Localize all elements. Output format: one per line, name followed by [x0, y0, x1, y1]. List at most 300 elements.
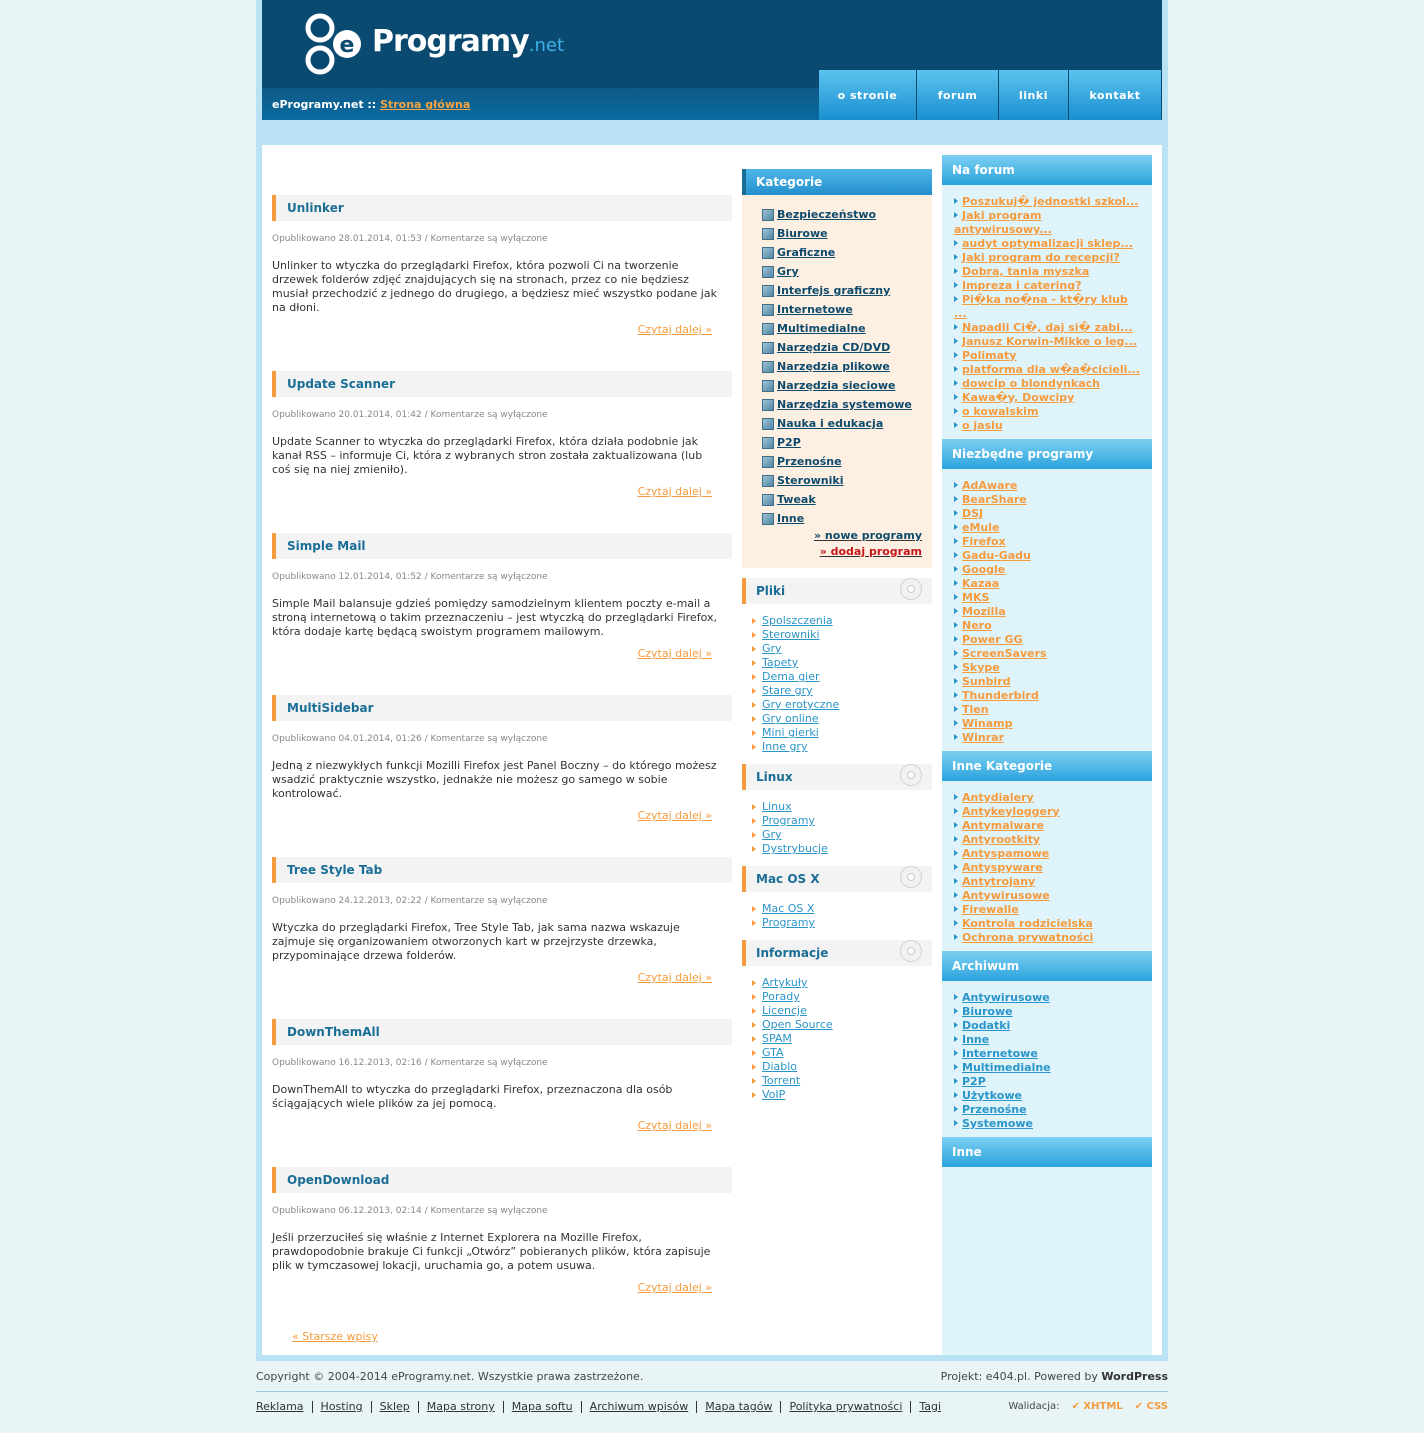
sidebar-item: [954, 1117, 1142, 1131]
section-link[interactable]: Gry online: [762, 712, 819, 725]
sidebar-link[interactable]: Antywirusowe: [962, 889, 1050, 902]
header: [262, 0, 1162, 120]
essential-programs-list: [942, 469, 1152, 751]
bullet-arrow-icon: [752, 1050, 756, 1056]
sidebar-link[interactable]: Antydialery: [962, 791, 1034, 804]
section-link[interactable]: Mac OS X: [762, 902, 815, 915]
post-excerpt: DownThemAll to wtyczka do przeglądarki Firefox, przeznaczona dla osób ściągających wiele plików za jej pomocą.: [272, 1083, 673, 1110]
read-more-link[interactable]: Czytaj dalej »: [637, 323, 712, 336]
sidebar-link[interactable]: Mozilla: [962, 605, 1006, 618]
section-link[interactable]: Spolszczenia: [762, 614, 833, 627]
bullet-arrow-icon: [954, 240, 958, 246]
section-link[interactable]: SPAM: [762, 1032, 792, 1045]
bullet-arrow-icon: [954, 538, 958, 544]
section-item: [752, 814, 932, 828]
bullet-arrow-icon: [954, 580, 958, 586]
sidebar-link[interactable]: platforma dla w�a�cicieli...: [962, 363, 1140, 376]
sidebar-item: [954, 675, 1142, 689]
bullet-arrow-icon: [954, 622, 958, 628]
sidebar-item: [954, 293, 1142, 321]
section-item: [752, 670, 932, 684]
category-link[interactable]: Graficzne: [777, 246, 836, 259]
sidebar-item: [954, 335, 1142, 349]
bullet-arrow-icon: [752, 660, 756, 666]
section-link[interactable]: Programy: [762, 814, 815, 827]
cd-icon: [900, 866, 922, 888]
sidebar-item: [954, 1089, 1142, 1103]
sidebar-link[interactable]: Biurowe: [962, 1005, 1013, 1018]
bullet-arrow-icon: [954, 282, 958, 288]
post-title[interactable]: Update Scanner: [272, 371, 732, 397]
post: [272, 195, 732, 336]
bullet-arrow-icon: [752, 1092, 756, 1098]
bullet-arrow-icon: [752, 920, 756, 926]
sidebar-item: [954, 717, 1142, 731]
sidebar-link[interactable]: Antykeyloggery: [962, 805, 1060, 818]
categories-header: Kategorie: [742, 169, 932, 195]
sidebar-link[interactable]: eMule: [962, 521, 1000, 534]
category-link[interactable]: Inne: [777, 512, 805, 525]
post-meta: Opublikowano 04.01.2014, 01:26 / Komentarze są wyłączone: [272, 734, 548, 744]
section-item: [752, 1088, 932, 1102]
breadcrumb: [272, 98, 470, 111]
section-item: [752, 614, 932, 628]
other-categories-list: [942, 781, 1152, 951]
sidebar-link[interactable]: dowcip o blondynkach: [962, 377, 1100, 390]
section-item: [752, 1018, 932, 1032]
post: [272, 1167, 732, 1294]
sidebar-item: [954, 209, 1142, 237]
category-link[interactable]: Sterowniki: [777, 474, 844, 487]
sidebar-link[interactable]: Thunderbird: [962, 689, 1039, 702]
category-link[interactable]: Interfejs graficzny: [777, 284, 891, 297]
sidebar-link[interactable]: Antyspamowe: [962, 847, 1050, 860]
post-title[interactable]: DownThemAll: [272, 1019, 732, 1045]
book-icon: [762, 323, 774, 335]
section-link[interactable]: Inne gry: [762, 740, 808, 753]
read-more-link[interactable]: Czytaj dalej »: [637, 1281, 712, 1294]
book-icon: [762, 266, 774, 278]
book-icon: [762, 209, 774, 221]
categories-list: [762, 205, 922, 528]
post-title[interactable]: Unlinker: [272, 195, 732, 221]
sidebar-link[interactable]: Gadu-Gadu: [962, 549, 1031, 562]
section-header: [742, 764, 932, 790]
section-link[interactable]: Gry: [762, 642, 782, 655]
sidebar-link[interactable]: Użytkowe: [962, 1089, 1022, 1102]
bullet-arrow-icon: [954, 864, 958, 870]
sidebar-item: [954, 251, 1142, 265]
categories-box: [742, 195, 932, 568]
sidebar-item: [954, 889, 1142, 903]
category-link[interactable]: Narzędzia CD/DVD: [777, 341, 891, 354]
sidebar-link[interactable]: Skype: [962, 661, 1000, 674]
read-more-link[interactable]: Czytaj dalej »: [637, 809, 712, 822]
post: [272, 857, 732, 984]
bullet-arrow-icon: [954, 1064, 958, 1070]
post-title[interactable]: MultiSidebar: [272, 695, 732, 721]
sidebar-link[interactable]: Polimaty: [962, 349, 1017, 362]
read-more-link[interactable]: Czytaj dalej »: [637, 1119, 712, 1132]
section-item: [752, 828, 932, 842]
section-link[interactable]: Dema gier: [762, 670, 820, 683]
wordpress-link[interactable]: WordPress: [1101, 1370, 1168, 1383]
other-header: Inne: [942, 1137, 1152, 1167]
sidebar-link[interactable]: o kowalskim: [962, 405, 1039, 418]
bullet-arrow-icon: [752, 1022, 756, 1028]
section-link[interactable]: Dystrybucje: [762, 842, 828, 855]
sidebar-link[interactable]: Nero: [962, 619, 992, 632]
xhtml-valid-link[interactable]: ✔ XHTML: [1071, 1401, 1123, 1412]
category-link[interactable]: Internetowe: [777, 303, 853, 316]
sidebar-item: [954, 405, 1142, 419]
category-link[interactable]: Narzędzia systemowe: [777, 398, 912, 411]
sidebar-item: [954, 819, 1142, 833]
sidebar-item: [954, 633, 1142, 647]
sidebar-link[interactable]: MKS: [962, 591, 990, 604]
book-icon: [762, 247, 774, 259]
sidebar-item: [954, 931, 1142, 945]
section-link[interactable]: GTA: [762, 1046, 784, 1059]
essential-programs-header: Niezbędne programy: [942, 439, 1152, 469]
read-more-link[interactable]: Czytaj dalej »: [637, 485, 712, 498]
category-link[interactable]: Tweak: [777, 493, 816, 506]
bullet-arrow-icon: [954, 254, 958, 260]
sidebar-link[interactable]: Google: [962, 563, 1006, 576]
bullet-arrow-icon: [752, 674, 756, 680]
bullet-arrow-icon: [954, 636, 958, 642]
bullet-arrow-icon: [954, 496, 958, 502]
bullet-arrow-icon: [954, 268, 958, 274]
book-icon: [762, 513, 774, 525]
sidebar-link[interactable]: AdAware: [962, 479, 1018, 492]
copyright-text: Copyright © 2004-2014 eProgramy.net. Wszystkie prawa zastrzeżone.: [256, 1370, 644, 1383]
sidebar-item: [954, 195, 1142, 209]
bullet-arrow-icon: [752, 804, 756, 810]
section-item: [752, 1074, 932, 1088]
footer-link[interactable]: Polityka prywatności: [781, 1401, 911, 1413]
sidebar-link[interactable]: Impreza i catering?: [962, 279, 1082, 292]
section-link[interactable]: Tapety: [762, 656, 799, 669]
sidebar-item: [954, 507, 1142, 521]
category-link[interactable]: Biurowe: [777, 227, 828, 240]
sidebar-link[interactable]: Jaki program do recepcji?: [962, 251, 1120, 264]
book-icon: [762, 437, 774, 449]
bullet-arrow-icon: [752, 1064, 756, 1070]
section-list: [742, 790, 932, 856]
post-meta: Opublikowano 06.12.2013, 02:14 / Komentarze są wyłączone: [272, 1206, 548, 1216]
sidebar-link[interactable]: Winamp: [962, 717, 1013, 730]
bullet-arrow-icon: [752, 1036, 756, 1042]
bullet-arrow-icon: [954, 878, 958, 884]
post-excerpt: Jedną z niezwykłych funkcji Mozilli Firefox jest Panel Boczny – do którego możesz wsadzić praktycznie wszystko, jednakże nie możesz go samego w sobie kontrolować.: [272, 759, 717, 800]
footer-link[interactable]: Tagi: [919, 1400, 942, 1413]
nav-o-stronie[interactable]: o stronie: [819, 70, 917, 120]
bullet-arrow-icon: [954, 524, 958, 530]
bullet-arrow-icon: [954, 664, 958, 670]
sidebar-link[interactable]: Janusz Korwin-Mikke o leg...: [962, 335, 1137, 348]
sidebar-item: [954, 903, 1142, 917]
bullet-arrow-icon: [752, 980, 756, 986]
section-link[interactable]: Diablo: [762, 1060, 798, 1073]
section-item: [752, 976, 932, 990]
sidebar-link[interactable]: Kawa�y, Dowcipy: [962, 391, 1075, 404]
section-link[interactable]: Gry: [762, 828, 782, 841]
section-link[interactable]: Sterowniki: [762, 628, 820, 641]
footer-link[interactable]: Sklep: [372, 1401, 419, 1413]
category-link[interactable]: Gry: [777, 265, 799, 278]
post-title[interactable]: Tree Style Tab: [272, 857, 732, 883]
post-excerpt: Unlinker to wtyczka do przeglądarki Firefox, która pozwoli Ci na tworzenie drzewek folderów zdjęć znajdujących się na stronach, przez co nie będziesz musiał przechodzić z jednego do drugiego, a będziesz mieć wszystko podane jak na dłoni.: [272, 259, 717, 314]
bullet-arrow-icon: [954, 552, 958, 558]
section-item: [752, 800, 932, 814]
read-more-link[interactable]: Czytaj dalej »: [637, 647, 712, 660]
category-item: [762, 224, 922, 243]
section-link[interactable]: Gry erotyczne: [762, 698, 840, 711]
section-title: Linux: [756, 770, 793, 784]
bullet-arrow-icon: [954, 678, 958, 684]
sidebar-item: [954, 563, 1142, 577]
section-header: [742, 866, 932, 892]
section-item: [752, 698, 932, 712]
sidebar-link[interactable]: BearShare: [962, 493, 1027, 506]
sidebar-item: [954, 349, 1142, 363]
sidebar-link[interactable]: ScreenSavers: [962, 647, 1047, 660]
sidebar-item: [954, 1033, 1142, 1047]
footer-divider: [256, 1391, 1168, 1392]
sidebar-link[interactable]: Przenośne: [962, 1103, 1027, 1116]
sidebar-link[interactable]: Napadli Ci�, daj si� zabi...: [962, 321, 1133, 334]
section-link[interactable]: Torrent: [762, 1074, 801, 1087]
sidebar-link[interactable]: Internetowe: [962, 1047, 1038, 1060]
category-link[interactable]: Przenośne: [777, 455, 842, 468]
section-link[interactable]: Mini gierki: [762, 726, 819, 739]
category-item: [762, 338, 922, 357]
category-item: [762, 414, 922, 433]
footer: [256, 1361, 1168, 1433]
category-item: [762, 395, 922, 414]
nav-linki[interactable]: linki: [999, 70, 1069, 120]
sidebar-item: [954, 619, 1142, 633]
breadcrumb-home-link[interactable]: Strona główna: [380, 98, 471, 111]
category-link[interactable]: Multimedialne: [777, 322, 866, 335]
section-list: [742, 604, 932, 754]
section-item: [752, 712, 932, 726]
sidebar-link[interactable]: Poszukuj� jednostki szkol...: [962, 195, 1139, 208]
section-link[interactable]: Stare gry: [762, 684, 813, 697]
post-title[interactable]: OpenDownload: [272, 1167, 732, 1193]
section-link[interactable]: Linux: [762, 800, 792, 813]
footer-link[interactable]: Reklama: [256, 1401, 313, 1413]
category-link[interactable]: P2P: [777, 436, 801, 449]
forum-list: [942, 185, 1152, 439]
post-meta: Opublikowano 20.01.2014, 01:42 / Komentarze są wyłączone: [272, 410, 548, 420]
section-link[interactable]: Porady: [762, 990, 800, 1003]
book-icon: [762, 342, 774, 354]
sidebar-item: [954, 479, 1142, 493]
bullet-arrow-icon: [954, 692, 958, 698]
section-item: [752, 1032, 932, 1046]
post: [272, 371, 732, 498]
sidebar-link[interactable]: Dodatki: [962, 1019, 1011, 1032]
category-link[interactable]: Narzędzia plikowe: [777, 360, 890, 373]
bullet-arrow-icon: [954, 706, 958, 712]
section-link[interactable]: Programy: [762, 916, 815, 929]
sidebar-link[interactable]: Sunbird: [962, 675, 1011, 688]
book-icon: [762, 494, 774, 506]
post: [272, 695, 732, 822]
bullet-arrow-icon: [954, 594, 958, 600]
bullet-arrow-icon: [954, 892, 958, 898]
sidebar-link[interactable]: Pi�ka no�na - kt�ry klub ...: [954, 293, 1128, 320]
sidebar-link[interactable]: Ochrona prywatności: [962, 931, 1094, 944]
section-item: [752, 990, 932, 1004]
footer-link[interactable]: Mapa strony: [419, 1401, 504, 1413]
section-header: [742, 578, 932, 604]
sidebar-link[interactable]: Antyspyware: [962, 861, 1043, 874]
bullet-arrow-icon: [752, 846, 756, 852]
sidebar-link[interactable]: Firewalle: [962, 903, 1019, 916]
sidebar-link[interactable]: o jasiu: [962, 419, 1003, 432]
category-link[interactable]: Narzędzia sieciowe: [777, 379, 896, 392]
post-title[interactable]: Simple Mail: [272, 533, 732, 559]
category-item: [762, 300, 922, 319]
bullet-arrow-icon: [752, 688, 756, 694]
bullet-arrow-icon: [954, 338, 958, 344]
cd-icon: [900, 578, 922, 600]
category-item: [762, 243, 922, 262]
book-icon: [762, 228, 774, 240]
section-link[interactable]: Artykuły: [762, 976, 808, 989]
section-link[interactable]: VoIP: [762, 1088, 786, 1101]
section-item: [752, 1046, 932, 1060]
nav-kontakt[interactable]: kontakt: [1069, 70, 1162, 120]
section-link[interactable]: Licencje: [762, 1004, 807, 1017]
sidebar-item: [954, 535, 1142, 549]
sidebar-item: [954, 521, 1142, 535]
sidebar-item: [954, 833, 1142, 847]
section-link[interactable]: Open Source: [762, 1018, 833, 1031]
category-link[interactable]: Bezpieczeństwo: [777, 208, 877, 221]
new-programs-link[interactable]: » nowe programy: [814, 529, 922, 542]
logo-text: Programy.net: [372, 24, 564, 59]
category-link[interactable]: Nauka i edukacja: [777, 417, 884, 430]
sidebar-item: [954, 605, 1142, 619]
nav-forum[interactable]: forum: [917, 70, 999, 120]
book-icon: [762, 304, 774, 316]
bullet-arrow-icon: [954, 1078, 958, 1084]
bullet-arrow-icon: [954, 352, 958, 358]
bullet-arrow-icon: [954, 994, 958, 1000]
bullet-arrow-icon: [752, 646, 756, 652]
footer-link[interactable]: Mapa tagów: [697, 1401, 781, 1413]
middle-sidebar: [742, 169, 932, 1102]
sidebar-item: [954, 549, 1142, 563]
category-item: [762, 509, 922, 528]
older-posts-link[interactable]: « Starsze wpisy: [292, 1330, 378, 1343]
sidebar-item: [954, 1075, 1142, 1089]
bullet-arrow-icon: [752, 906, 756, 912]
category-item: [762, 433, 922, 452]
bullet-arrow-icon: [752, 744, 756, 750]
project-credit-text: Projekt: e404.pl. Powered by: [940, 1370, 1098, 1383]
bullet-arrow-icon: [954, 1022, 958, 1028]
sidebar-link[interactable]: audyt optymalizacji sklep...: [962, 237, 1133, 250]
bullet-arrow-icon: [954, 198, 958, 204]
sidebar-item: [954, 419, 1142, 433]
bullet-arrow-icon: [954, 734, 958, 740]
sidebar-item: [954, 731, 1142, 745]
site-logo[interactable]: [302, 10, 602, 80]
add-program-link[interactable]: » dodaj program: [819, 545, 922, 558]
section-item: [752, 642, 932, 656]
site-name: eProgramy.net ::: [272, 98, 377, 111]
bullet-arrow-icon: [954, 510, 958, 516]
post-meta: Opublikowano 12.01.2014, 01:52 / Komentarze są wyłączone: [272, 572, 548, 582]
sidebar-link[interactable]: Inne: [962, 1033, 990, 1046]
archive-list: [942, 981, 1152, 1137]
sidebar-link[interactable]: Kontrola rodzicielska: [962, 917, 1093, 930]
bullet-arrow-icon: [954, 608, 958, 614]
sidebar-link[interactable]: Power GG: [962, 633, 1023, 646]
footer-link[interactable]: Mapa softu: [504, 1401, 582, 1413]
sidebar-link[interactable]: Antymalware: [962, 819, 1044, 832]
footer-link[interactable]: Archiwum wpisów: [582, 1401, 698, 1413]
footer-link[interactable]: Hosting: [313, 1401, 372, 1413]
sidebar-link[interactable]: Systemowe: [962, 1117, 1034, 1130]
sidebar-link[interactable]: Antywirusowe: [962, 991, 1050, 1004]
project-credit: [941, 1370, 1168, 1383]
sidebar-link[interactable]: Antyrootkity: [962, 833, 1041, 846]
bullet-arrow-icon: [954, 366, 958, 372]
section-item: [752, 842, 932, 856]
sidebar-link[interactable]: Winrar: [962, 731, 1005, 744]
bullet-arrow-icon: [954, 850, 958, 856]
book-icon: [762, 380, 774, 392]
sidebar-link[interactable]: Antytrojany: [962, 875, 1036, 888]
section-title: Pliki: [756, 584, 786, 598]
sidebar-item: [954, 791, 1142, 805]
book-icon: [762, 399, 774, 411]
bullet-arrow-icon: [954, 1120, 958, 1126]
sidebar-item: [954, 875, 1142, 889]
sidebar-item: [954, 577, 1142, 591]
section-header: [742, 940, 932, 966]
sidebar-link[interactable]: Multimedialne: [962, 1061, 1051, 1074]
bullet-arrow-icon: [752, 730, 756, 736]
sidebar-link[interactable]: Tlen: [962, 703, 989, 716]
sidebar-link[interactable]: Kazaa: [962, 577, 1000, 590]
bullet-arrow-icon: [954, 1050, 958, 1056]
sidebar-item: [954, 377, 1142, 391]
post: [272, 533, 732, 660]
sidebar-link[interactable]: P2P: [962, 1075, 986, 1088]
bullet-arrow-icon: [954, 394, 958, 400]
bullet-arrow-icon: [954, 1106, 958, 1112]
other-categories-header: Inne Kategorie: [942, 751, 1152, 781]
bullet-arrow-icon: [752, 994, 756, 1000]
sidebar-link[interactable]: Firefox: [962, 535, 1006, 548]
sidebar-item: [954, 391, 1142, 405]
css-valid-link[interactable]: ✔ CSS: [1134, 1401, 1168, 1412]
sidebar-link[interactable]: Dobra, tania myszka: [962, 265, 1090, 278]
sidebar-item: [954, 279, 1142, 293]
read-more-link[interactable]: Czytaj dalej »: [637, 971, 712, 984]
sidebar-item: [954, 237, 1142, 251]
forum-header: Na forum: [942, 155, 1152, 185]
sidebar-link[interactable]: DSJ: [962, 507, 984, 520]
sidebar-link[interactable]: Jaki program antywirusowy...: [954, 209, 1052, 236]
